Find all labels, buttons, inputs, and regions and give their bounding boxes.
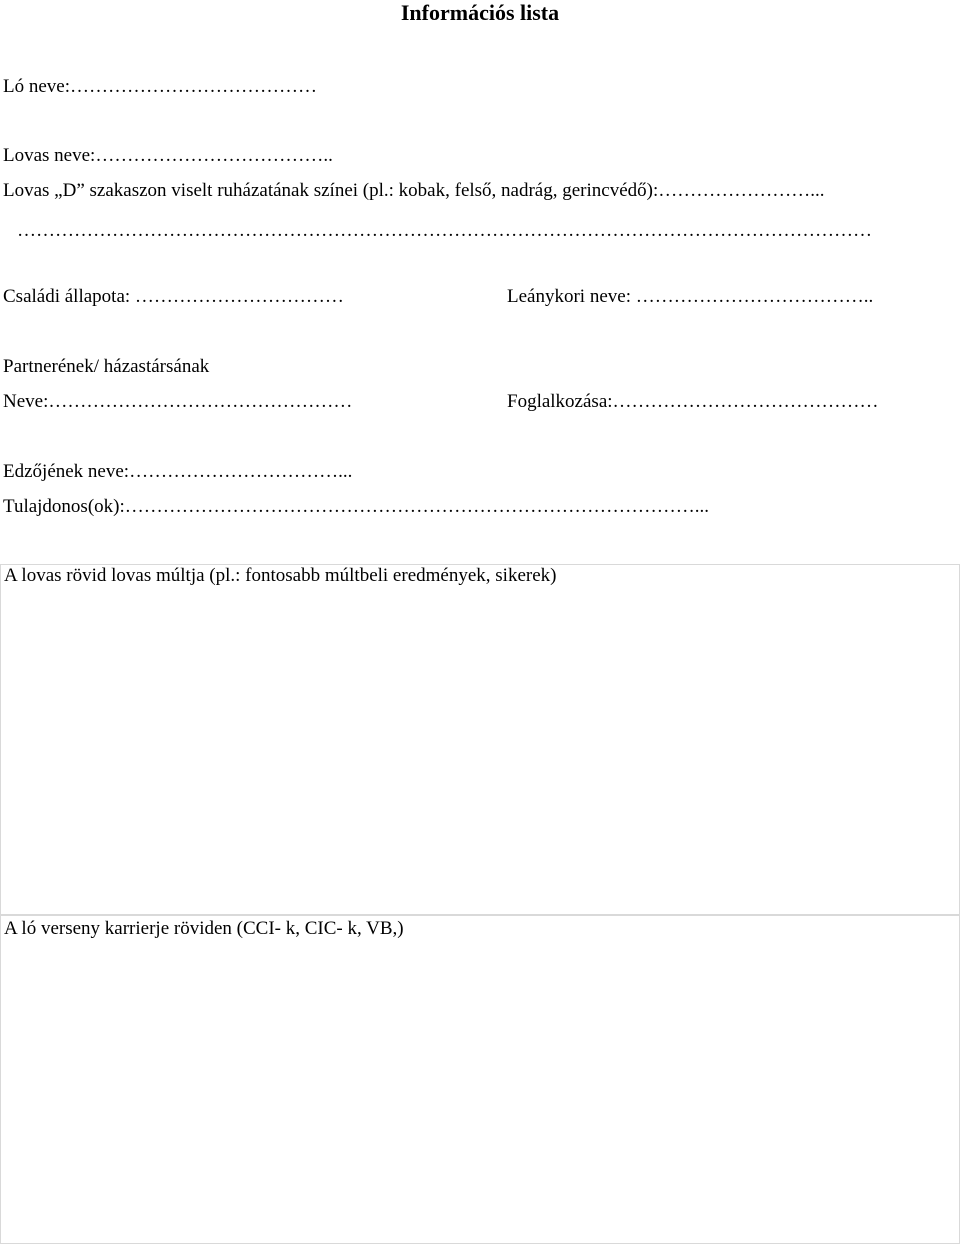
partner-name-field[interactable]: Neve:…………………………………………: [3, 391, 353, 412]
owners-field[interactable]: Tulajdonos(ok):………………………………………………………………………………...: [3, 496, 710, 517]
rider-history-label: A lovas rövid lovas múltja (pl.: fontosabb múltbeli eredmények, sikerek): [4, 565, 557, 586]
horse-career-label: A ló verseny karrierje röviden (CCI- k, CIC- k, VB,): [4, 918, 404, 939]
page-title: Információs lista: [400, 0, 560, 25]
partner-occupation-field[interactable]: Foglalkozása:……………………………………: [507, 391, 879, 412]
rider-clothing-continuation[interactable]: ………………………………………………………………………………………………………………………: [17, 220, 872, 241]
trainer-name-field[interactable]: Edzőjének neve:……………………………...: [3, 461, 353, 482]
rider-history-box[interactable]: [0, 564, 960, 916]
rider-name-field[interactable]: Lovas neve:………………………………..: [3, 145, 333, 166]
rider-clothing-field[interactable]: Lovas „D” szakaszon viselt ruházatának színei (pl.: kobak, felső, nadrág, gerincvédő):……………………...: [3, 180, 825, 201]
marital-status-field[interactable]: Családi állapota: ……………………………: [3, 286, 344, 307]
maiden-name-field[interactable]: Leánykori neve: ………………………………..: [507, 286, 874, 307]
horse-career-box[interactable]: [0, 914, 960, 1244]
horse-name-field[interactable]: Ló neve:…………………………………: [3, 76, 318, 97]
partner-heading: Partnerének/ házastársának: [3, 356, 210, 377]
